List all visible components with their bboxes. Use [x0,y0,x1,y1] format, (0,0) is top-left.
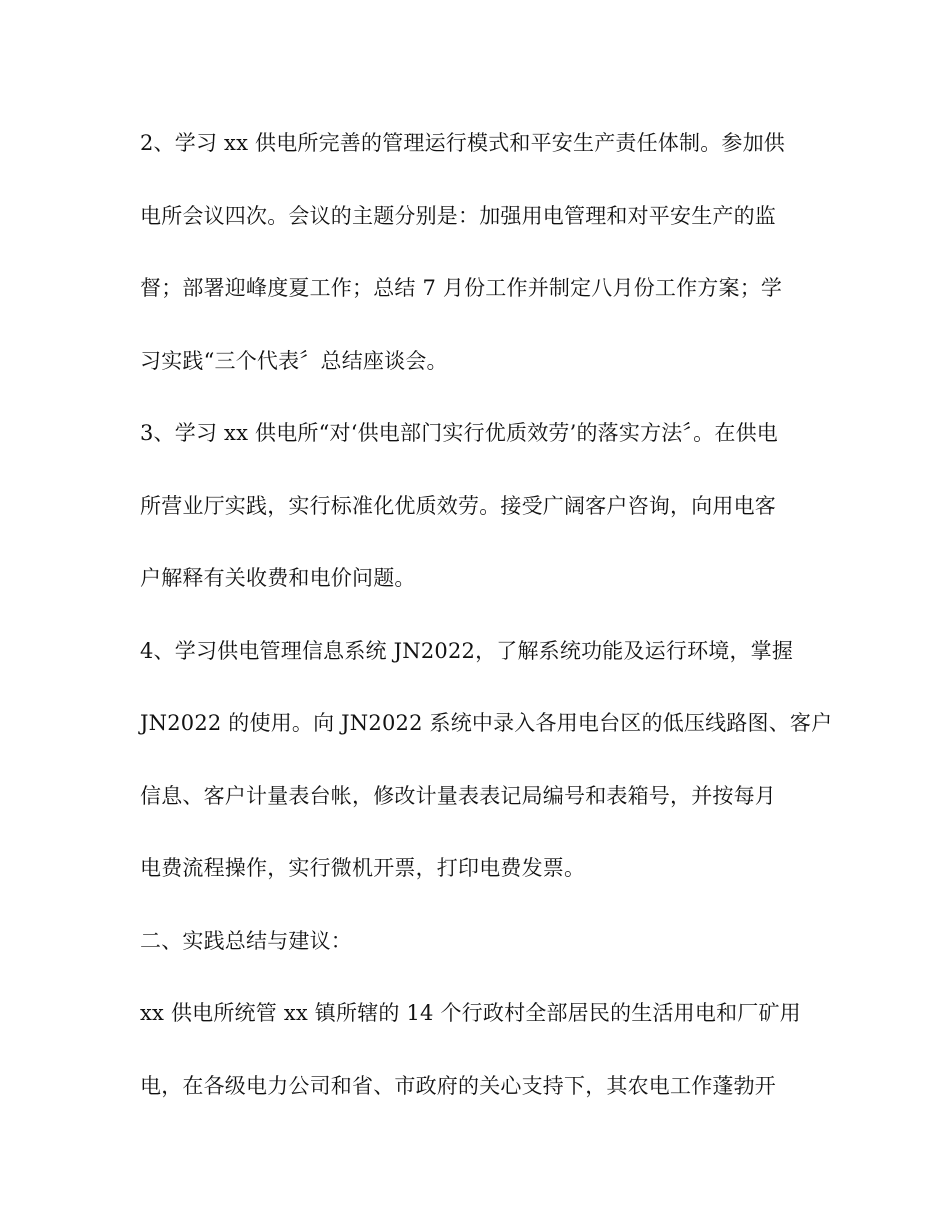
section-heading: 二、实践总结与建议： [140,928,352,953]
text-line-1: 2、学习 xx 供电所完善的管理运行模式和平安生产责任体制。参加供 [140,131,785,155]
text-line-6: 所营业厅实践，实行标准化优质效劳。接受广阔客户咨询，向用电客 [140,493,776,518]
text-line-13: xx 供电所统管 xx 镇所辖的 14 个行政村全部居民的生活用电和厂矿用 [140,1001,801,1025]
text-line-14: 电，在各级电力公司和省、市政府的关心支持下，其农电工作蓬勃开 [140,1073,776,1098]
text-line-8: 4、学习供电管理信息系统 JN2022，了解系统功能及运行环境，掌握 [140,638,794,663]
text-line-10: 信息、客户计量表台帐，修改计量表表记局编号和表箱号，并按每月 [140,783,776,808]
text-line-5: 3、学习 xx 供电所“对‘供电部门实行优质效劳’的落实方法〞。在供电 [140,421,778,445]
text-line-11: 电费流程操作，实行微机开票，打印电费发票。 [140,856,586,880]
text-line-3: 督；部署迎峰度夏工作；总结 7 月份工作并制定八月份工作方案；学 [140,276,783,300]
document-body [140,127,833,1142]
text-line-7: 户解释有关收费和电价问题。 [140,566,416,590]
text-line-2: 电所会议四次。会议的主题分别是：加强用电管理和对平安生产的监 [140,203,776,228]
text-line-4: 习实践“三个代表〞总结座谈会。 [140,348,448,373]
text-line-9: JN2022 的使用。向 JN2022 系统中录入各用电台区的低压线路图、客户 [140,711,833,735]
